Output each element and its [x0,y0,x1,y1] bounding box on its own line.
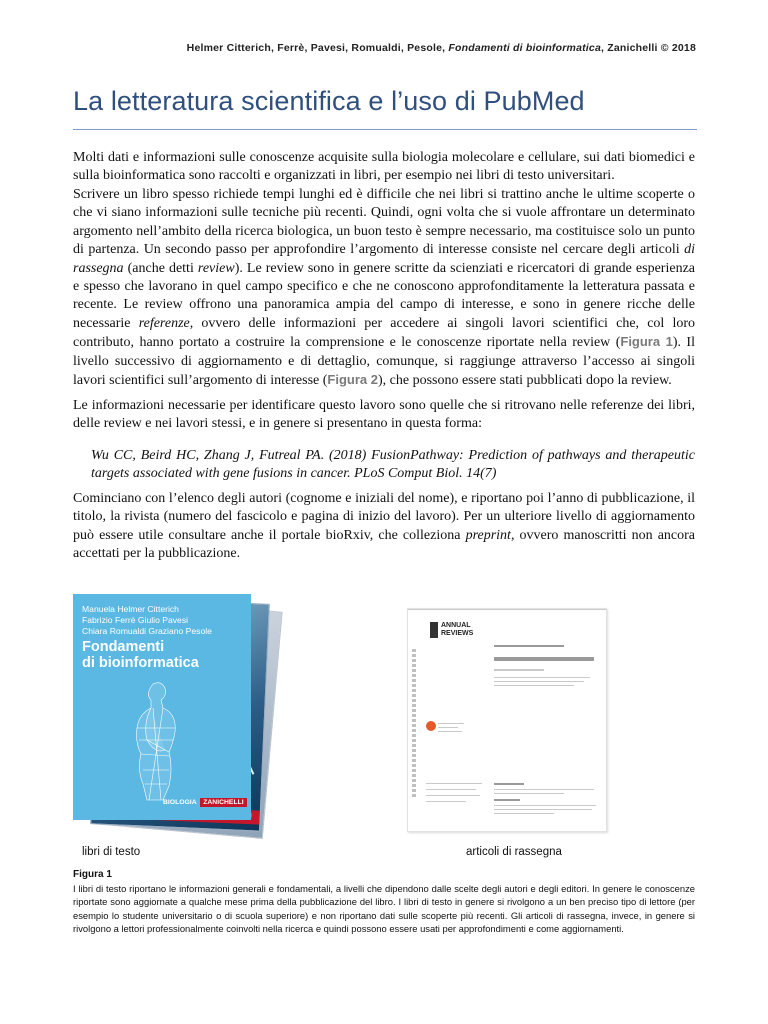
p4-part-c: , ovvero manoscritti non ancora accettati per la pubblicazione. [73,527,695,562]
title-divider [73,129,697,130]
p2-part-g: , ovvero delle informazioni per accedere ai singoli lavori scientifici che, col loro contributo, hanno portato a costruire la comprensione e le conoscenze riportate nella review ( [73,315,695,351]
p2-part-c: (anche detti [127,260,194,276]
paragraph-2-text [73,186,695,390]
book-series-label: BIOLOGIA [163,799,197,806]
review-info-line-3 [426,795,480,796]
annual-reviews-wordmark [441,622,473,638]
p2-term-review: review [197,260,235,276]
review-info-line-4 [426,801,466,802]
review-abstract-label [494,799,520,801]
book-author-line-1: Manuela Helmer Citterich [82,604,179,614]
annual-reviews-line-1: ANNUAL [441,622,471,629]
page-title: La letteratura scientifica e l’uso di PubMed [73,86,585,116]
review-keywords-line-1 [494,789,594,790]
figure-label-textbooks: libri di testo [82,846,141,858]
figure-1-link[interactable]: Figura 1 [620,334,673,350]
figure-1 [73,590,697,870]
review-title-line [494,657,594,661]
book-title-line-2: di bioinformatica [82,655,199,671]
review-abstract-line-2 [494,809,592,810]
review-affil-line-2 [494,681,584,682]
textbook-image [73,594,273,832]
p2-term-referenze: referenze [138,315,190,331]
p2-part-i: ), che possono essere stati pubblicati dopo la review. [377,373,672,389]
annual-reviews-line-2: REVIEWS [441,630,474,637]
statue-wireframe-icon [103,674,213,804]
paragraph-3-text: Le informazioni necessarie per identificare questo lavoro sono quelle che si ritrovano nelle referenze dei libri, delle review e nei lavori stessi, e in genere si presentano in questa forma: [73,398,695,432]
explore-line-1 [438,723,464,724]
book-cover-title [82,639,199,671]
paragraph-citation-format [73,490,695,564]
paragraph-review [73,186,695,390]
p2-part-a: Scrivere un libro spesso richiede tempi lunghi ed è difficile che nei libri si trattino anche le ultime scoperte o che vi siano informazioni sulle tecniche più recenti. Quindi, ogni volta che si vuole affrontare un determinato argomento nell’ambito della ricerca biologica, un buon testo è sempre necessario, ma costituisce solo un punto di partenza. Un secondo passo per approfondire l’argomento di interesse consiste nel cercare degli articoli [73,187,695,258]
p2-part-e: ). Le review sono in genere scritte da scienziati e ricercatori di grande esperienza e spesso che lavorano in quel campo specifico e che ne conoscono approfonditamente la letteratura passata e recente. Le review offrono una panoramica ampia del campo di interesse, e sono in genere ricche delle necessarie [73,260,696,331]
review-journal-line [494,645,564,647]
book-footer [163,799,247,806]
book-front-cover [73,594,251,820]
header-book-title: Fondamenti di bioinformatica [448,42,601,54]
p4-part-a: Cominciano con l’elenco degli autori (cognome e iniziali del nome), e riportano poi l’anno di pubblicazione, il titolo, la rivista (numero del fascicolo e pagina di inizio del lavoro). Per un ulteriore livello di aggiornamento può essere utile consultare anche il portale bioRxiv, che colleziona [73,491,695,543]
annual-reviews-mark-icon [430,622,438,638]
paragraph-intro [73,149,695,186]
review-top-rule [408,609,606,610]
figure-label-reviews: articoli di rassegna [466,846,562,858]
book-author-line-2: Fabrizio Ferrè Giulio Pavesi [82,615,189,625]
header-authors: Helmer Citterich, Ferrè, Pavesi, Romualdi, Pesole, [186,42,446,54]
review-info-line-1 [426,783,482,784]
paragraph-references [73,397,695,434]
review-article-image [407,608,607,832]
book-author-line-3: Chiara Romualdi Graziano Pesole [82,626,212,636]
paragraph-4-text [73,490,695,564]
figure-2-link[interactable]: Figura 2 [327,372,378,388]
review-info-line-2 [426,789,476,790]
review-keywords-line-2 [494,793,564,794]
p4-term-preprint: preprint [465,527,511,543]
book-publisher-label: ZANICHELLI [200,798,246,807]
review-abstract-line-1 [494,805,596,806]
review-author-line [494,669,544,671]
book-title-line-1: Fondamenti [82,639,165,655]
book-authors [82,604,212,637]
explore-line-2 [438,727,458,728]
citation-example: Wu CC, Beird HC, Zhang J, Futreal PA. (2018) FusionPathway: Prediction of pathways and therapeutic targets associated with gene fusions in cancer. PLoS Comput Biol. 14(7) [91,448,695,482]
figure-caption-text: I libri di testo riportano le informazioni generali e fondamentali, a livelli che dipendono dalle scelte degli autori e degli editori. In genere le conoscenze riportate sono aggiornate a qualche mese prima della pubblicazione del libro. I libri di testo in genere si rivolgono a un ben preciso tipo di lettore (per esempio lo studente universitario o di scuola superiore) e non riportano dati sulle scoperte più recenti. Gli articoli di rassegna, invece, in genere si rivolgono a lettori professionalmente coinvolti nella ricerca e quindi possono essere usati per approfondimenti e come aggiornamenti. [73,883,695,935]
review-affil-line-1 [494,677,590,678]
figure-caption-title: Figura 1 [73,869,112,880]
review-keywords-label [494,783,524,785]
p2-part-h: ). Il livello successivo di aggiornamento e di dettaglio, comunque, si raggiunge attraverso l’accesso ai singoli lavori scientifici sull’argomento di interesse ( [73,335,695,389]
explore-further-icon [426,721,436,731]
annual-reviews-logo [430,622,473,638]
review-affil-line-3 [494,685,574,686]
review-side-text [412,649,416,799]
running-header [187,42,696,54]
paragraph-1-text: Molti dati e informazioni sulle conoscenze acquisite sulla biologia molecolare e cellulare, sui dati biomedici e sulla bioinformatica sono raccolti e organizzati in libri, per esempio nei libri di testo universitari. [73,150,695,184]
review-abstract-line-3 [494,813,554,814]
explore-line-3 [438,731,462,732]
p2-term-rassegna: di rassegna [73,242,695,276]
header-publisher: , Zanichelli © 2018 [601,42,696,54]
